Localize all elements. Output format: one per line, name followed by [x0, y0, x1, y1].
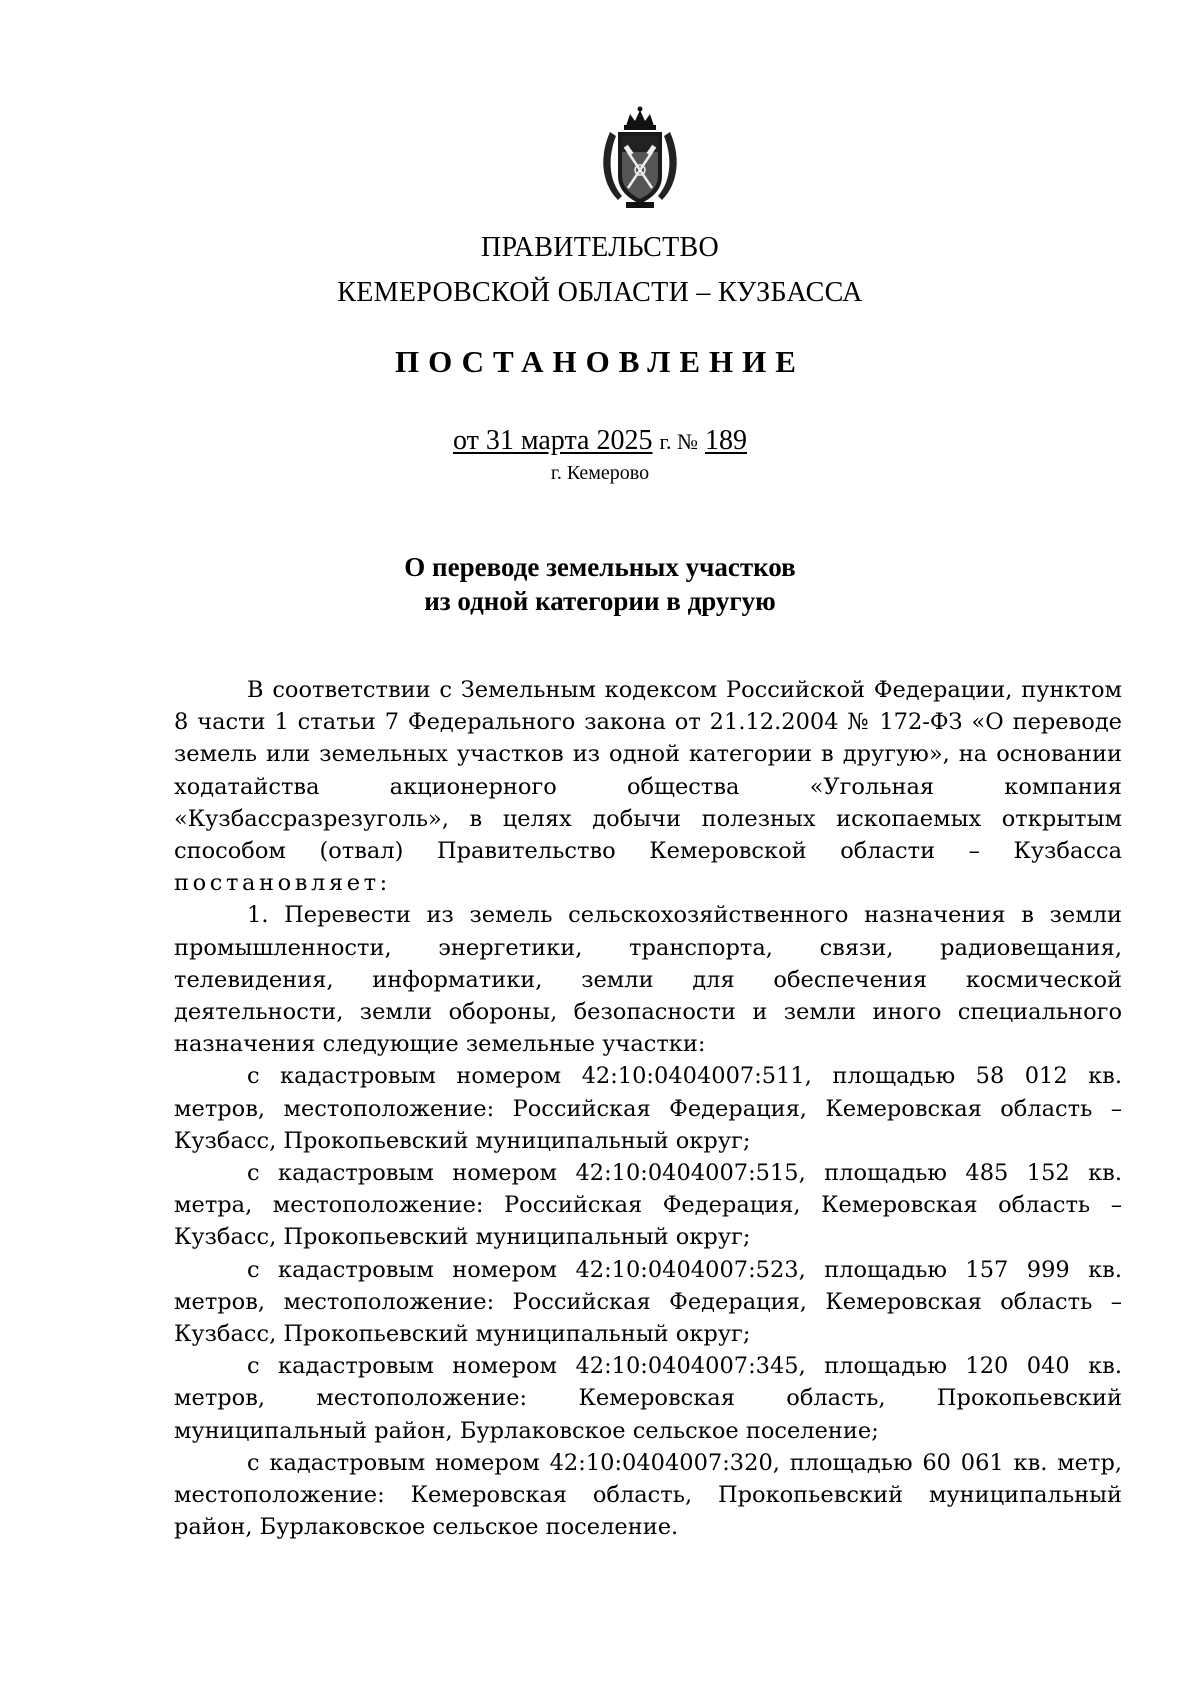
- plot-item: с кадастровым номером 42:10:0404007:345, площадью 120 040 кв. метров, местоположение: Кемеровская область, Прокопьевский муниципальный район, Бурлаковское сельское поселение;: [174, 1353, 1122, 1444]
- date-number-line: [0, 425, 1200, 457]
- document-number: 189: [705, 425, 747, 456]
- document-date: от 31 марта 2025: [452, 425, 653, 456]
- number-label: г. №: [659, 429, 698, 454]
- item-1-paragraph: 1. Перевести из земель сельскохозяйственного назначения в земли промышленности, энергетики, транспорта, связи, радиовещания, телевидения, информатики, земли для обеспечения космической деятельности, земли обороны, безопасности и земли иного специального назначения следующие земельные участки:: [174, 902, 1122, 1058]
- decree-word: постановляет:: [174, 870, 391, 897]
- preamble-paragraph: [174, 674, 1122, 899]
- preamble-text: В соответствии с Земельным кодексом Российской Федерации, пунктом 8 части 1 статьи 7 Федерального закона от 21.12.2004 № 172-ФЗ «О переводе земель или земельных участков из одной категории в другую», на основании ходатайства акционерного общества «Угольная компания «Кузбассразрезуголь», в целях добычи полезных ископаемых открытым способом (отвал) Правительство Кемеровской области – Кузбасса: [174, 677, 1122, 865]
- document-title: [0, 550, 1200, 618]
- title-line-1: О переводе земельных участков: [404, 552, 796, 582]
- plot-item: с кадастровым номером 42:10:0404007:523, площадью 157 999 кв. метров, местоположение: Российская Федерация, Кемеровская область – Кузбасс, Прокопьевский муниципальный округ;: [174, 1256, 1122, 1348]
- document-type: ПОСТАНОВЛЕНИЕ: [395, 344, 805, 379]
- plot-item: с кадастровым номером 42:10:0404007:515, площадью 485 152 кв. метра, местоположение: Российская Федерация, Кемеровская область – Кузбасс, Прокопьевский муниципальный округ;: [174, 1160, 1122, 1251]
- coat-of-arms-icon: [596, 104, 684, 210]
- title-line-2: из одной категории в другую: [424, 586, 776, 616]
- document-city: г. Кемерово: [550, 462, 650, 484]
- plot-item: с кадастровым номером 42:10:0404007:511, площадью 58 012 кв. метров, местоположение: Российская Федерация, Кемеровская область – Кузбасс, Прокопьевский муниципальный округ;: [174, 1063, 1122, 1154]
- org-name-line-1: ПРАВИТЕЛЬСТВО: [480, 232, 720, 263]
- document-body: [174, 674, 1122, 1543]
- plot-item: с кадастровым номером 42:10:0404007:320, площадью 60 061 кв. метр, местоположение: Кемеровская область, Прокопьевский муниципальный район, Бурлаковское сельское поселение.: [174, 1449, 1122, 1541]
- org-name-line-2: КЕМЕРОВСКОЙ ОБЛАСТИ – КУЗБАССА: [337, 277, 863, 308]
